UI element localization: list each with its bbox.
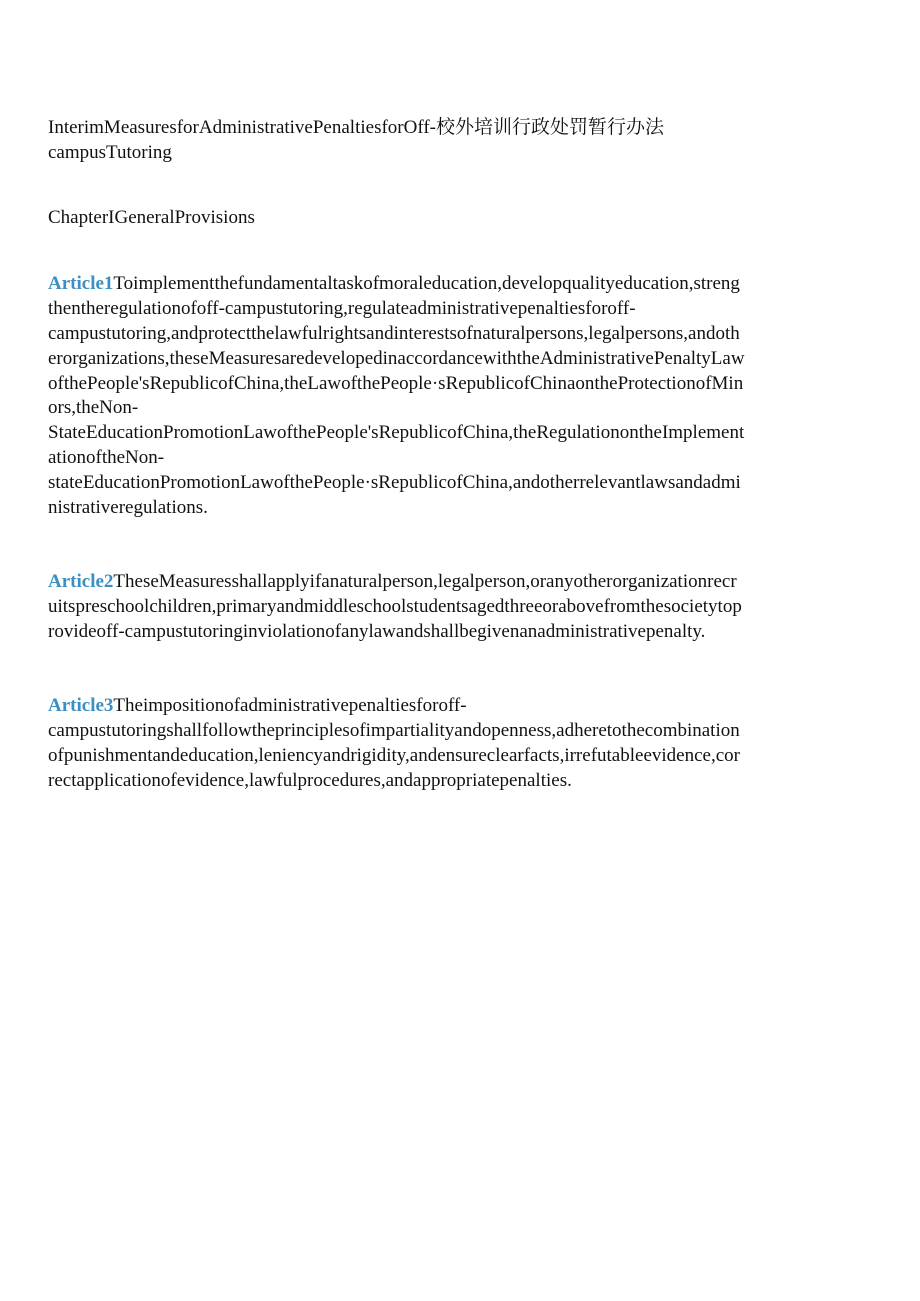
article-text-line: Theimpositionofadministrativepenaltiesforoff- xyxy=(113,695,467,716)
article-text-line: nistrativeregulations. xyxy=(48,497,208,519)
article-1 xyxy=(48,272,848,521)
document-title xyxy=(48,116,848,166)
article-text-line: campustutoring,andprotectthelawfulrightsandinterestsofnaturalpersons,legalpersons,andoth xyxy=(48,322,740,344)
title-line: campusTutoring xyxy=(48,141,172,163)
article-2 xyxy=(48,570,848,645)
article-text-line: rectapplicationofevidence,lawfulprocedures,andappropriatepenalties. xyxy=(48,769,572,791)
article-label: Article2 xyxy=(48,571,114,592)
article-label: Article1 xyxy=(48,273,114,294)
title-line: InterimMeasuresforAdministrativePenaltiesforOff-校外培训行政处罚暂行办法 xyxy=(48,117,664,138)
chapter-title: ChapterIGeneralProvisions xyxy=(48,207,255,228)
article-text-line: Toimplementthefundamentaltaskofmoraleducation,developqualityeducation,streng xyxy=(113,273,740,294)
article-text-line: erorganizations,theseMeasuresaredevelopedinaccordancewiththeAdministrativePenaltyLaw xyxy=(48,347,745,369)
article-text-line: ofpunishmentandeducation,leniencyandrigidity,andensureclearfacts,irrefutableevidence,cor xyxy=(48,744,740,766)
article-text-line: StateEducationPromotionLawofthePeople'sRepublicofChina,theRegulationontheImplement xyxy=(48,422,745,444)
article-text-line: campustutoringshallfollowtheprinciplesofimpartialityandopenness,adheretothecombination xyxy=(48,719,740,741)
article-text-line: ors,theNon- xyxy=(48,397,139,419)
article-text-line: ofthePeople'sRepublicofChina,theLawofthePeople·sRepublicofChinaontheProtectionofMin xyxy=(48,372,744,394)
article-label: Article3 xyxy=(48,695,114,716)
article-text-line: stateEducationPromotionLawofthePeople·sRepublicofChina,andotherrelevantlawsandadmi xyxy=(48,472,741,494)
article-text-line: uitspreschoolchildren,primaryandmiddleschoolstudentsagedthreeorabovefromthesocietytop xyxy=(48,595,742,617)
article-text-line: TheseMeasuresshallapplyifanaturalperson,legalperson,oranyotherorganizationrecr xyxy=(113,571,737,592)
article-text-line: rovideoff-campustutoringinviolationofanylawandshallbegivenanadministrativepenalty. xyxy=(48,620,706,642)
article-3 xyxy=(48,694,848,794)
chapter-heading xyxy=(48,206,848,231)
article-text-line: thentheregulationofoff-campustutoring,regulateadministrativepenaltiesforoff- xyxy=(48,297,636,319)
article-text-line: ationoftheNon- xyxy=(48,447,165,469)
